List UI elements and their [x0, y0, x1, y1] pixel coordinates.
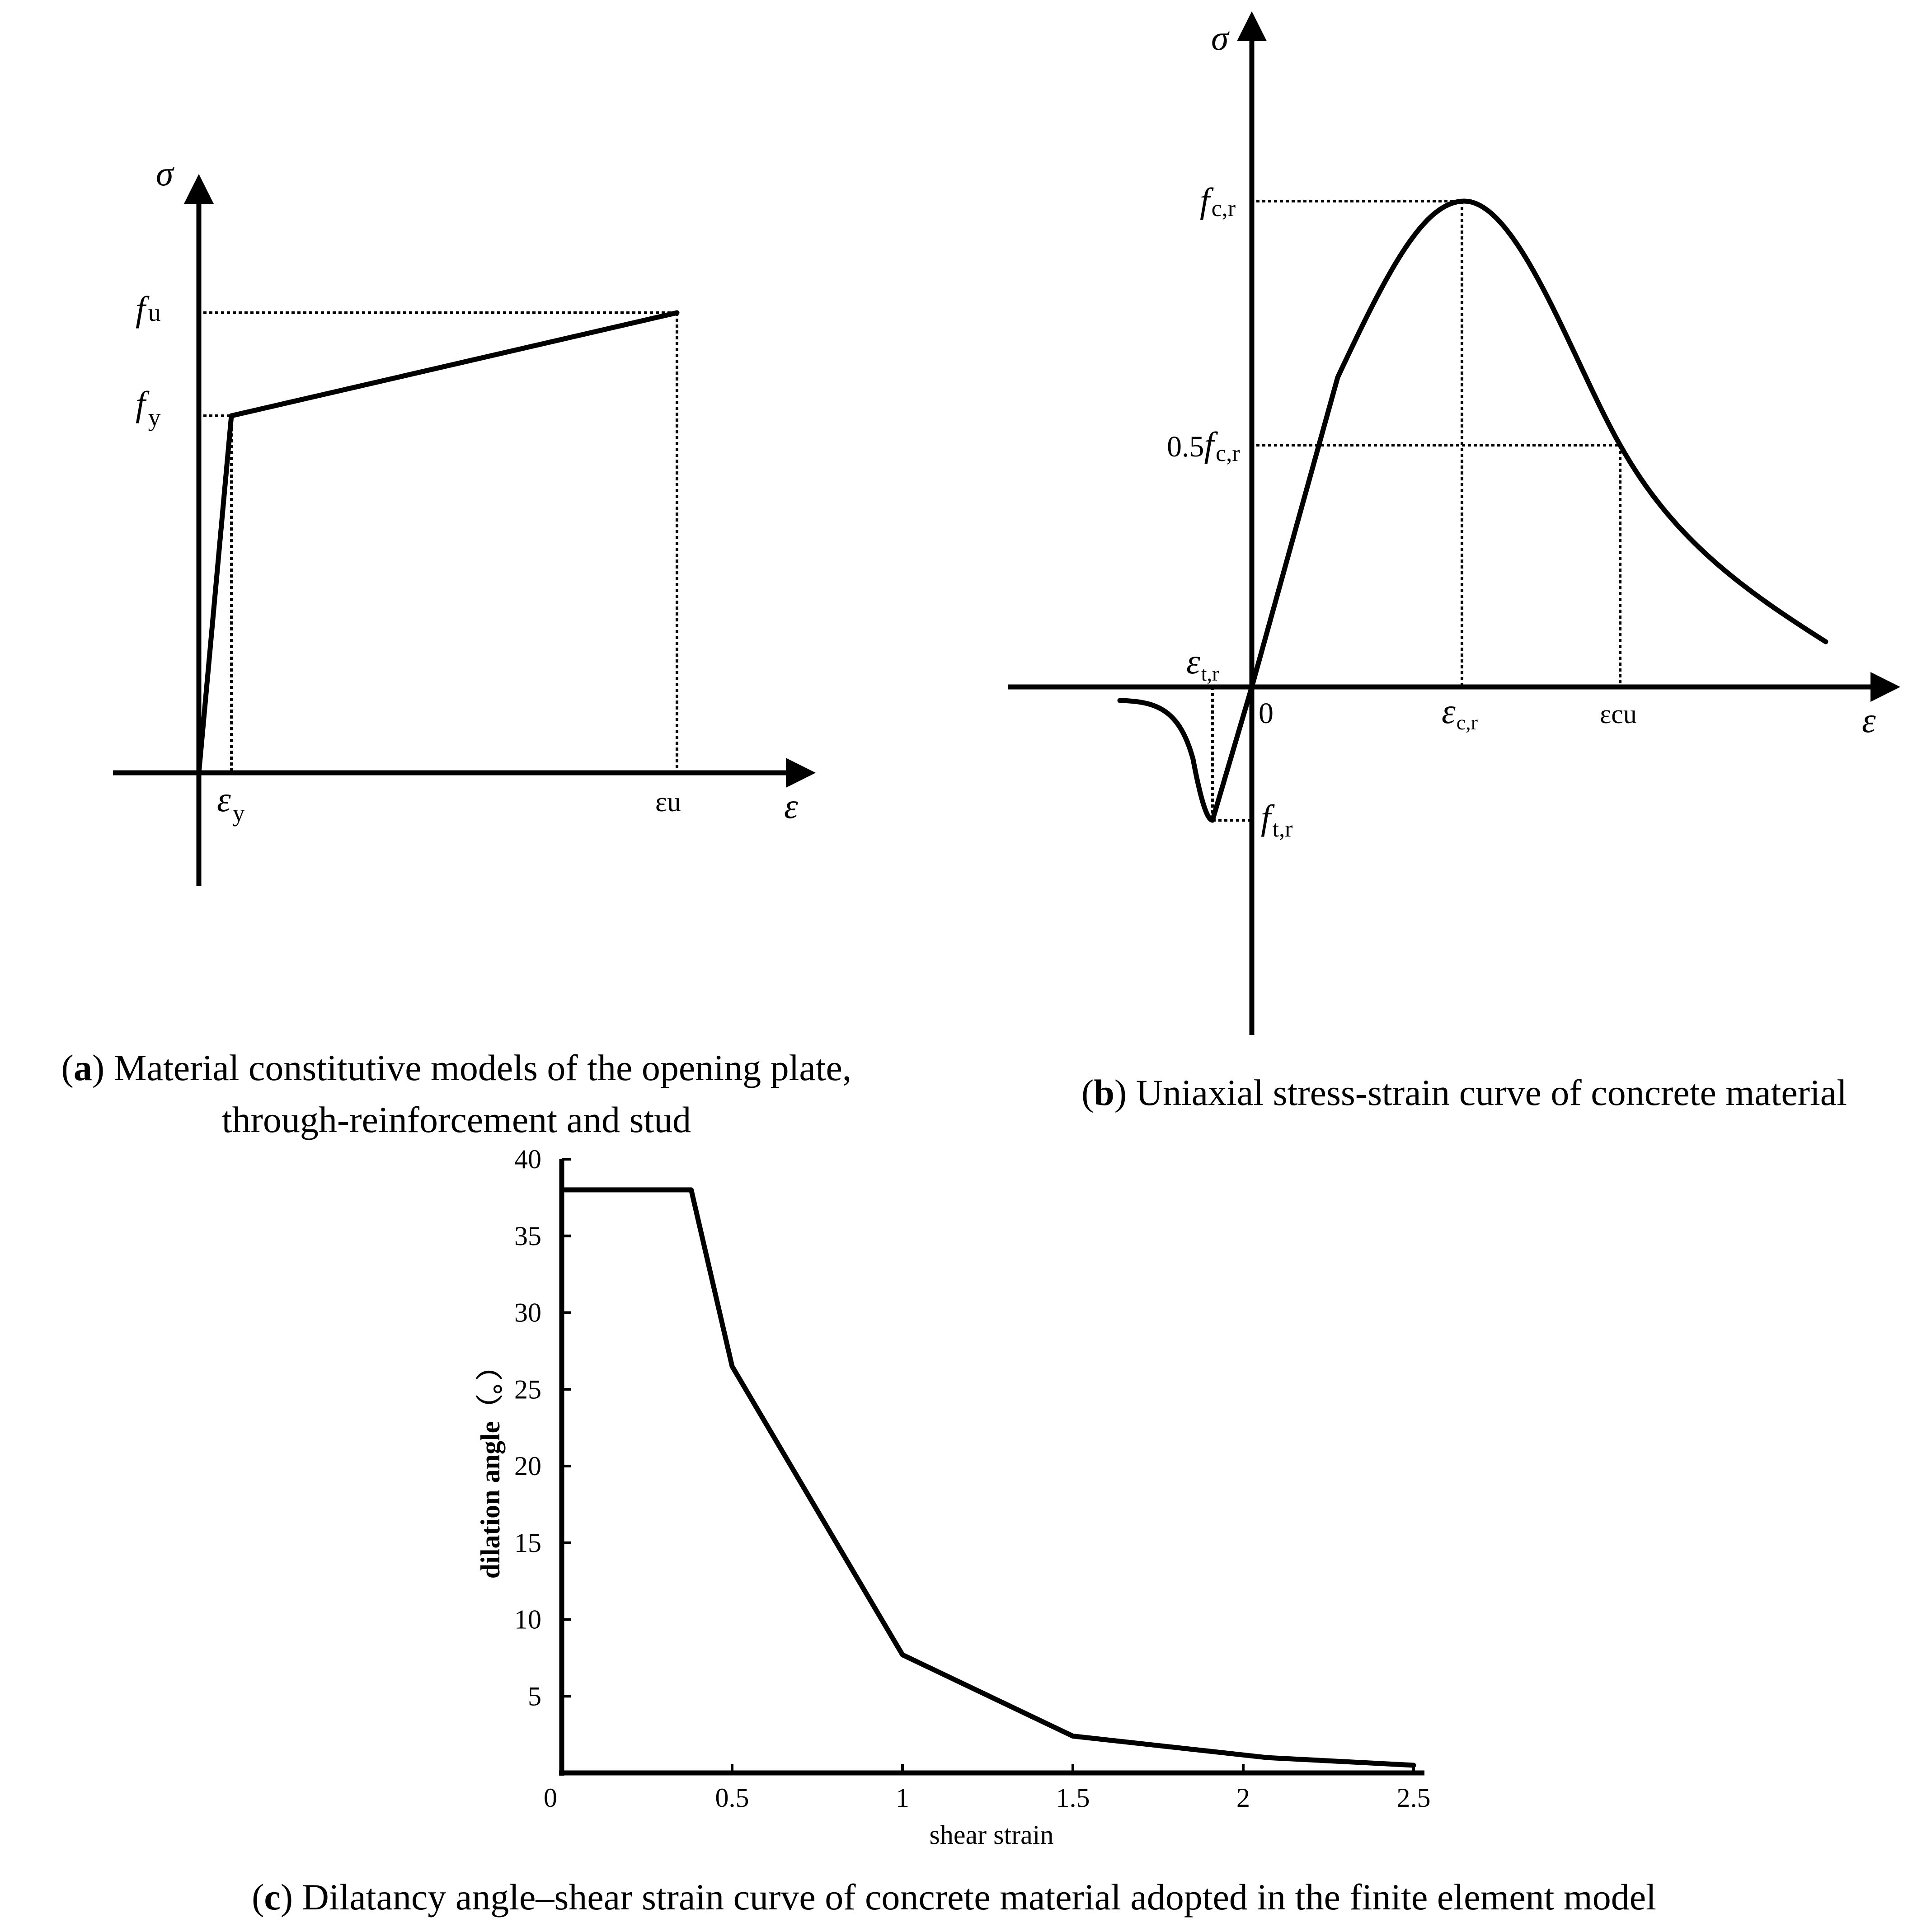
panel-b-ecu-label: εcu [1600, 699, 1637, 729]
panel-c-x-tick-label: 1.5 [1056, 1783, 1090, 1813]
panel-a [61, 154, 852, 1140]
panel-b-fcr-label: fc,r [1200, 181, 1236, 221]
panel-c-y-tick-label: 40 [514, 1144, 541, 1174]
panel-b [1008, 18, 1876, 1113]
panel-c-y-tick-label: 20 [514, 1451, 541, 1481]
panel-c-y-tick-label: 30 [514, 1297, 541, 1328]
panel-a-caption-line2: through-reinforcement and stud [221, 1099, 691, 1140]
panel-c-y-tick-label: 35 [514, 1221, 541, 1251]
panel-a-epsilon-label: ε [784, 786, 798, 826]
panel-c-y-tick-label: 25 [514, 1374, 541, 1405]
panel-b-epsilon-label: ε [1862, 700, 1876, 740]
panel-c-x-tick-label: 0 [544, 1783, 557, 1813]
panel-c-y-tick-label: 15 [514, 1528, 541, 1558]
panel-c-x-tick-label: 2.5 [1396, 1783, 1431, 1813]
panel-a-fu-label: f u [136, 289, 161, 329]
panel-a-caption: (a) Material constitutive models of the opening plate, [61, 1047, 852, 1088]
panel-b-half-fcr-label: 0.5fc,r [1167, 425, 1240, 466]
panel-c-x-tick-label: 2 [1236, 1783, 1250, 1813]
panel-c-caption: (c) Dilatancy angle–shear strain curve of concrete material adopted in the finite element model [252, 1876, 1656, 1918]
panel-c-y-tick-label: 5 [528, 1681, 541, 1711]
panel-b-sigma-label: σ [1211, 18, 1229, 57]
panel-b-ftr-label: ft,r [1261, 798, 1293, 842]
panel-a-stress-strain-curve [199, 313, 677, 773]
panel-a-fy-label: f y [136, 384, 161, 432]
panel-c-x-axis-label: shear strain [929, 1820, 1054, 1850]
panel-b-origin-label: 0 [1259, 697, 1274, 730]
panel-c-y-tick-label: 10 [514, 1604, 541, 1635]
panel-c-x-tick-label: 1 [896, 1783, 909, 1813]
panel-c-x-tick-label: 0.5 [715, 1783, 749, 1813]
panel-a-eu-label: εu [655, 787, 681, 818]
panel-c-y-axis-label: dilation angle（。） [475, 1353, 505, 1579]
panel-b-caption: (b) Uniaxial stress-strain curve of concrete material [1081, 1072, 1847, 1113]
panel-b-ecr-label: εc,r [1442, 691, 1478, 734]
panel-c-series-line [562, 1190, 1414, 1765]
panel-a-sigma-label: σ [156, 154, 174, 193]
panel-b-etr-label: εt,r [1186, 642, 1219, 685]
panel-a-ey-label: εy [217, 780, 245, 827]
panel-c [252, 1144, 1656, 1918]
